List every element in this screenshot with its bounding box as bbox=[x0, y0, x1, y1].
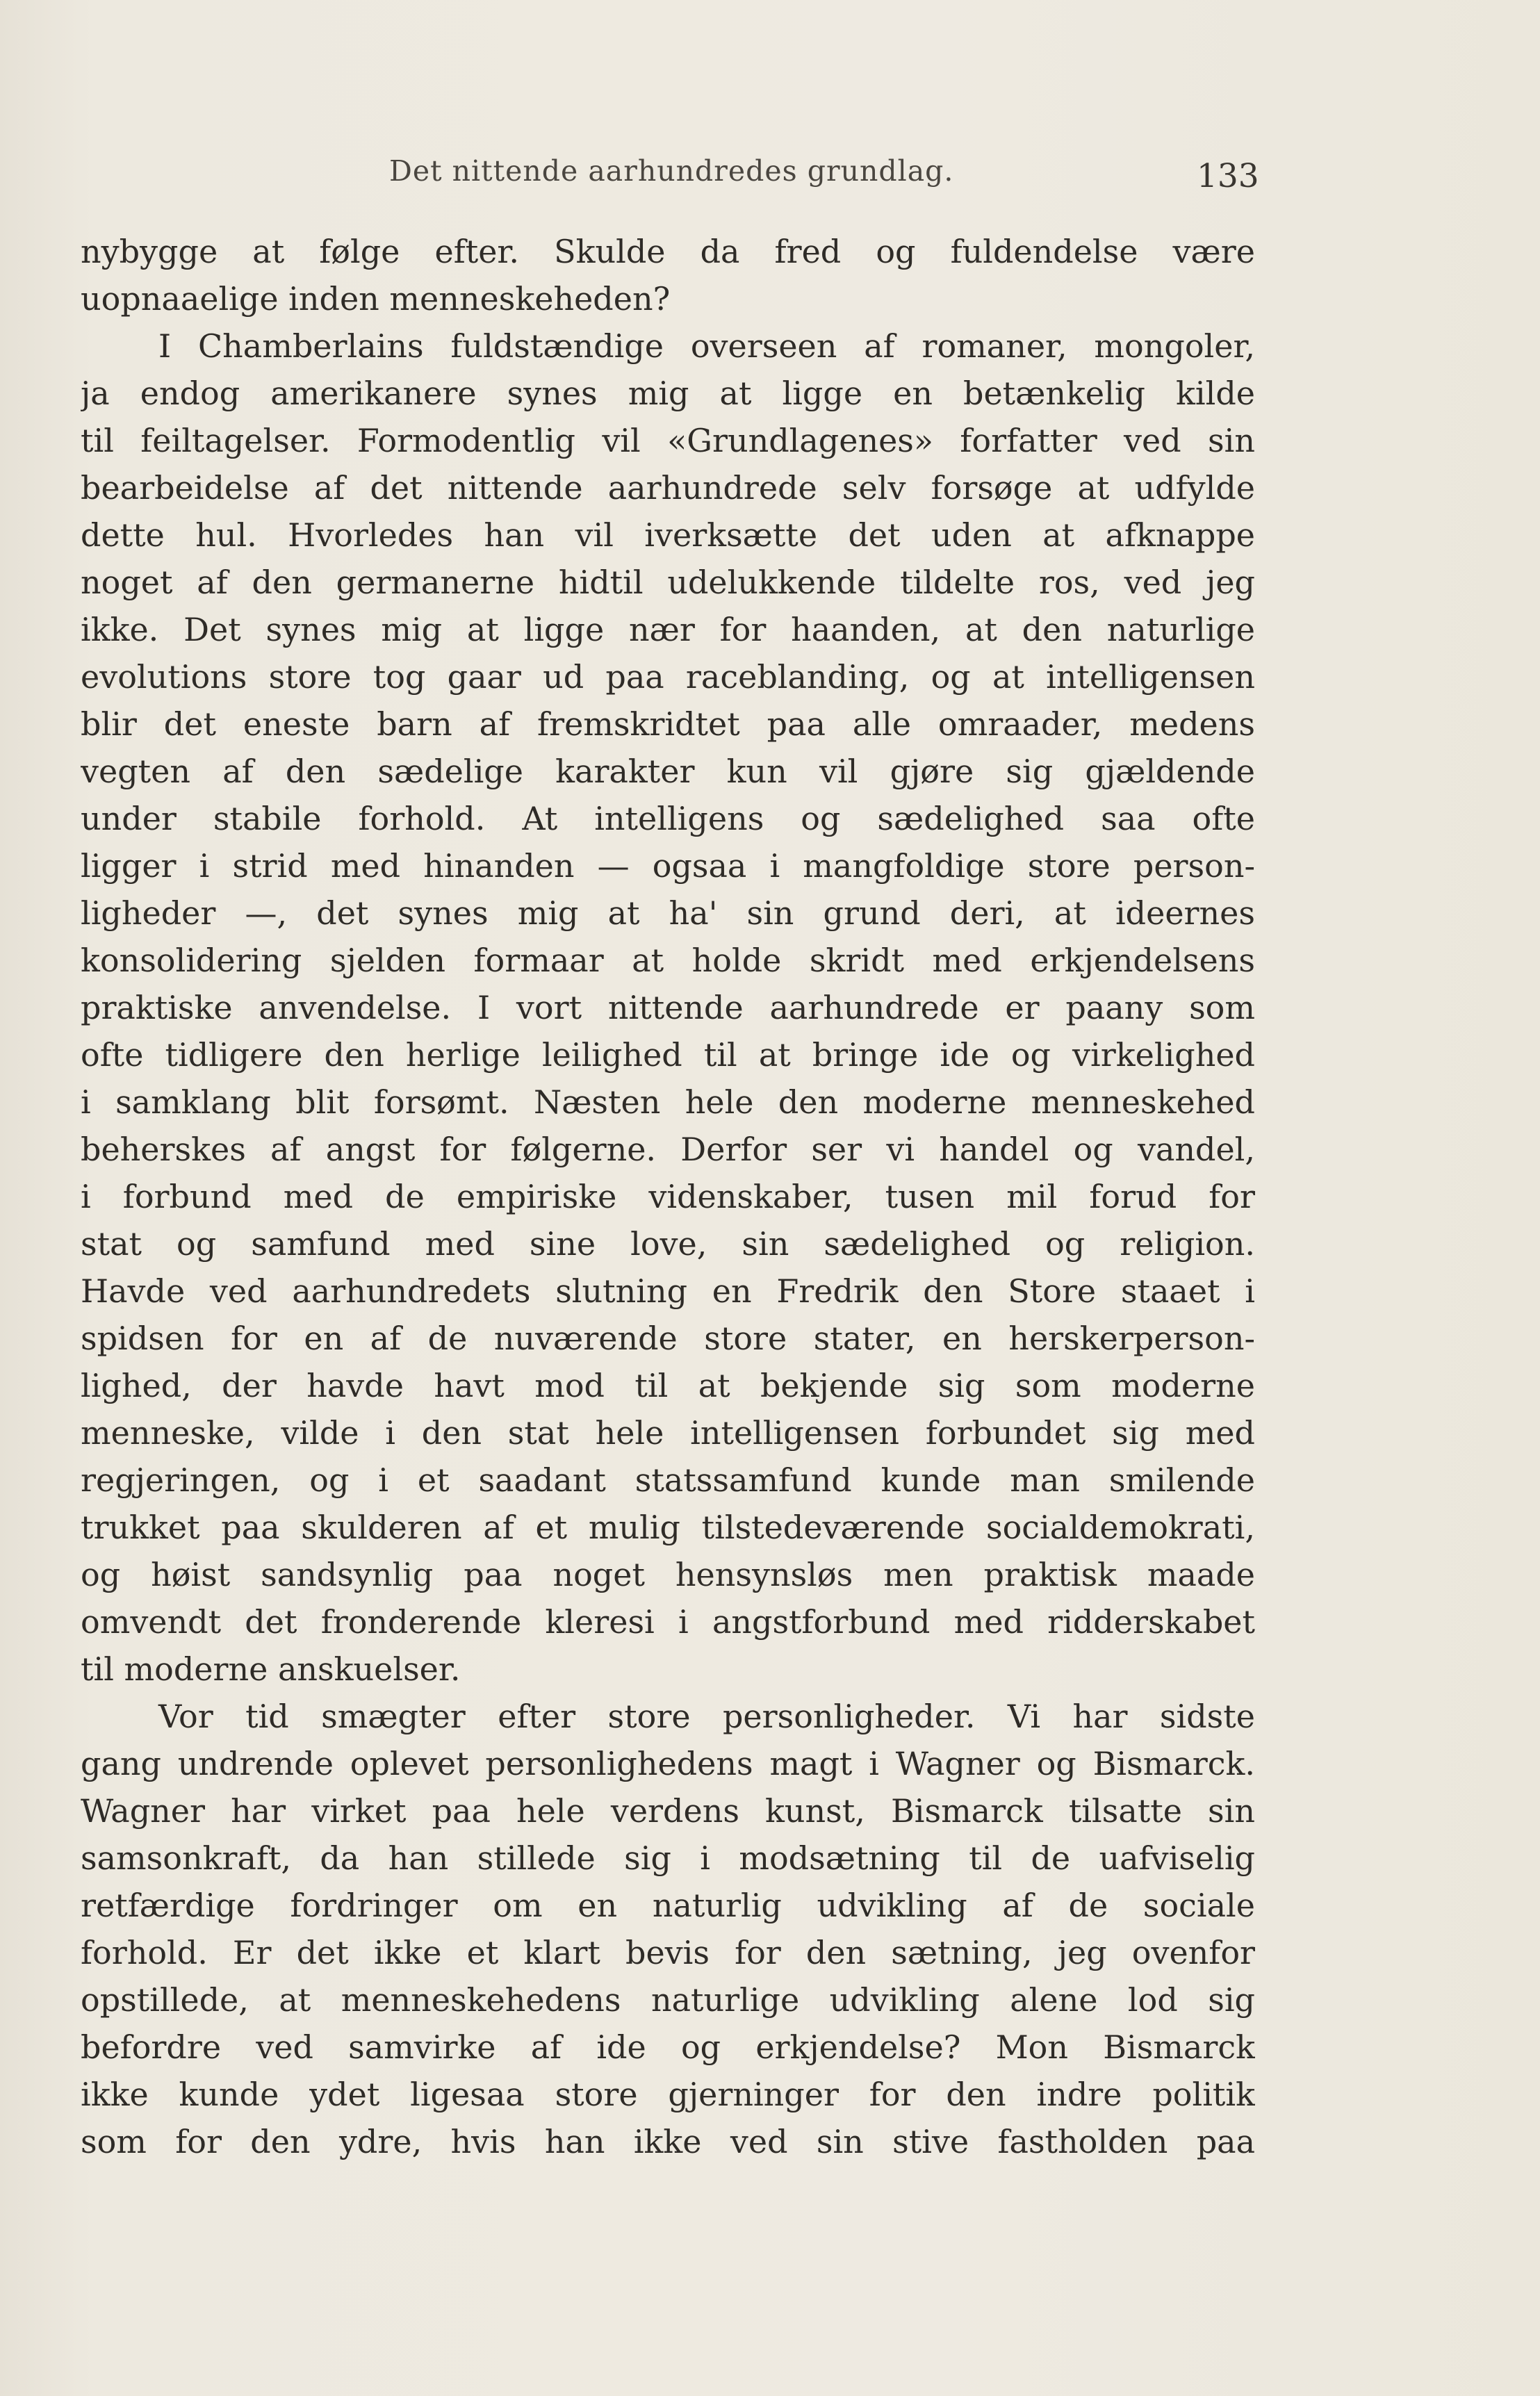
text-line: noget af den germanerne hidtil udelukkende tildelte ros, ved jeg bbox=[81, 564, 1255, 601]
text-line: til feiltagelser. Formodentlig vil «Grundlagenes» forfatter ved sin bbox=[81, 422, 1255, 459]
text-line: omvendt det fronderende kleresi i angstforbund med ridderskabet bbox=[81, 1603, 1255, 1641]
text-line: vegten af den sædelige karakter kun vil gjøre sig gjældende bbox=[81, 753, 1255, 790]
text-line: ikke. Det synes mig at ligge nær for haanden, at den naturlige bbox=[81, 611, 1255, 648]
text-line: regjeringen, og i et saadant statssamfund kunde man smilende bbox=[81, 1461, 1255, 1499]
page-header bbox=[0, 154, 1540, 203]
text-line: retfærdige fordringer om en naturlig udvikling af de sociale bbox=[81, 1887, 1255, 1924]
text-line: spidsen for en af de nuværende store stater, en herskerperson- bbox=[81, 1320, 1255, 1357]
text-line: til moderne anskuelser. bbox=[81, 1650, 461, 1688]
text-line: Vor tid smægter efter store personligheder. Vi har sidste bbox=[158, 1698, 1255, 1735]
text-line: ligger i strid med hinanden — ogsaa i mangfoldige store person- bbox=[81, 847, 1255, 885]
text-line: blir det eneste barn af fremskridtet paa alle omraader, medens bbox=[81, 705, 1255, 743]
text-line: lighed, der havde havt mod til at bekjende sig som moderne bbox=[81, 1367, 1255, 1404]
text-line: ja endog amerikanere synes mig at ligge en betænkelig kilde bbox=[81, 375, 1255, 412]
text-line: I Chamberlains fuldstændige overseen af romaner, mongoler, bbox=[158, 327, 1255, 365]
text-line: ofte tidligere den herlige leilighed til at bringe ide og virkelighed bbox=[81, 1036, 1255, 1074]
text-line: ikke kunde ydet ligesaa store gjerninger for den indre politik bbox=[81, 2076, 1255, 2113]
text-line: uopnaaelige inden menneskeheden? bbox=[81, 280, 671, 318]
text-line: dette hul. Hvorledes han vil iverksætte det uden at afknappe bbox=[81, 516, 1255, 554]
running-title: Det nittende aarhundredes grundlag. bbox=[389, 154, 954, 188]
text-line: forhold. Er det ikke et klart bevis for den sætning, jeg ovenfor bbox=[81, 1934, 1255, 1971]
text-line: og høist sandsynlig paa noget hensynsløs men praktisk maade bbox=[81, 1556, 1255, 1593]
text-line: praktiske anvendelse. I vort nittende aarhundrede er paany som bbox=[81, 989, 1255, 1026]
body-text bbox=[81, 228, 1255, 2165]
text-line: i samklang blit forsømt. Næsten hele den moderne menneskehed bbox=[81, 1083, 1255, 1121]
text-line: evolutions store tog gaar ud paa raceblanding, og at intelligensen bbox=[81, 658, 1255, 696]
text-line: konsolidering sjelden formaar at holde skridt med erkjendelsens bbox=[81, 942, 1255, 979]
text-line: som for den ydre, hvis han ikke ved sin stive fastholden paa bbox=[81, 2123, 1255, 2160]
text-line: samsonkraft, da han stillede sig i modsætning til de uafviselig bbox=[81, 1839, 1255, 1877]
text-line: beherskes af angst for følgerne. Derfor ser vi handel og vandel, bbox=[81, 1131, 1255, 1168]
text-line: gang undrende oplevet personlighedens magt i Wagner og Bismarck. bbox=[81, 1745, 1255, 1782]
text-line: bearbeidelse af det nittende aarhundrede selv forsøge at udfylde bbox=[81, 469, 1255, 507]
text-line: Wagner har virket paa hele verdens kunst, Bismarck tilsatte sin bbox=[81, 1792, 1255, 1830]
text-line: menneske, vilde i den stat hele intelligensen forbundet sig med bbox=[81, 1414, 1255, 1452]
text-line: ligheder —, det synes mig at ha' sin grund deri, at ideernes bbox=[81, 894, 1255, 932]
text-line: trukket paa skulderen af et mulig tilstedeværende socialdemokrati, bbox=[81, 1509, 1255, 1546]
text-line: nybygge at følge efter. Skulde da fred og fuldendelse være bbox=[81, 233, 1255, 270]
text-line: opstillede, at menneskehedens naturlige udvikling alene lod sig bbox=[81, 1981, 1255, 2019]
text-line: Havde ved aarhundredets slutning en Fredrik den Store staaet i bbox=[81, 1272, 1255, 1310]
text-line: stat og samfund med sine love, sin sædelighed og religion. bbox=[81, 1225, 1255, 1263]
text-line: under stabile forhold. At intelligens og sædelighed saa ofte bbox=[81, 800, 1255, 837]
text-line: befordre ved samvirke af ide og erkjendelse? Mon Bismarck bbox=[81, 2028, 1255, 2066]
page-number: 133 bbox=[1197, 157, 1259, 195]
text-line: i forbund med de empiriske videnskaber, tusen mil forud for bbox=[81, 1178, 1255, 1215]
